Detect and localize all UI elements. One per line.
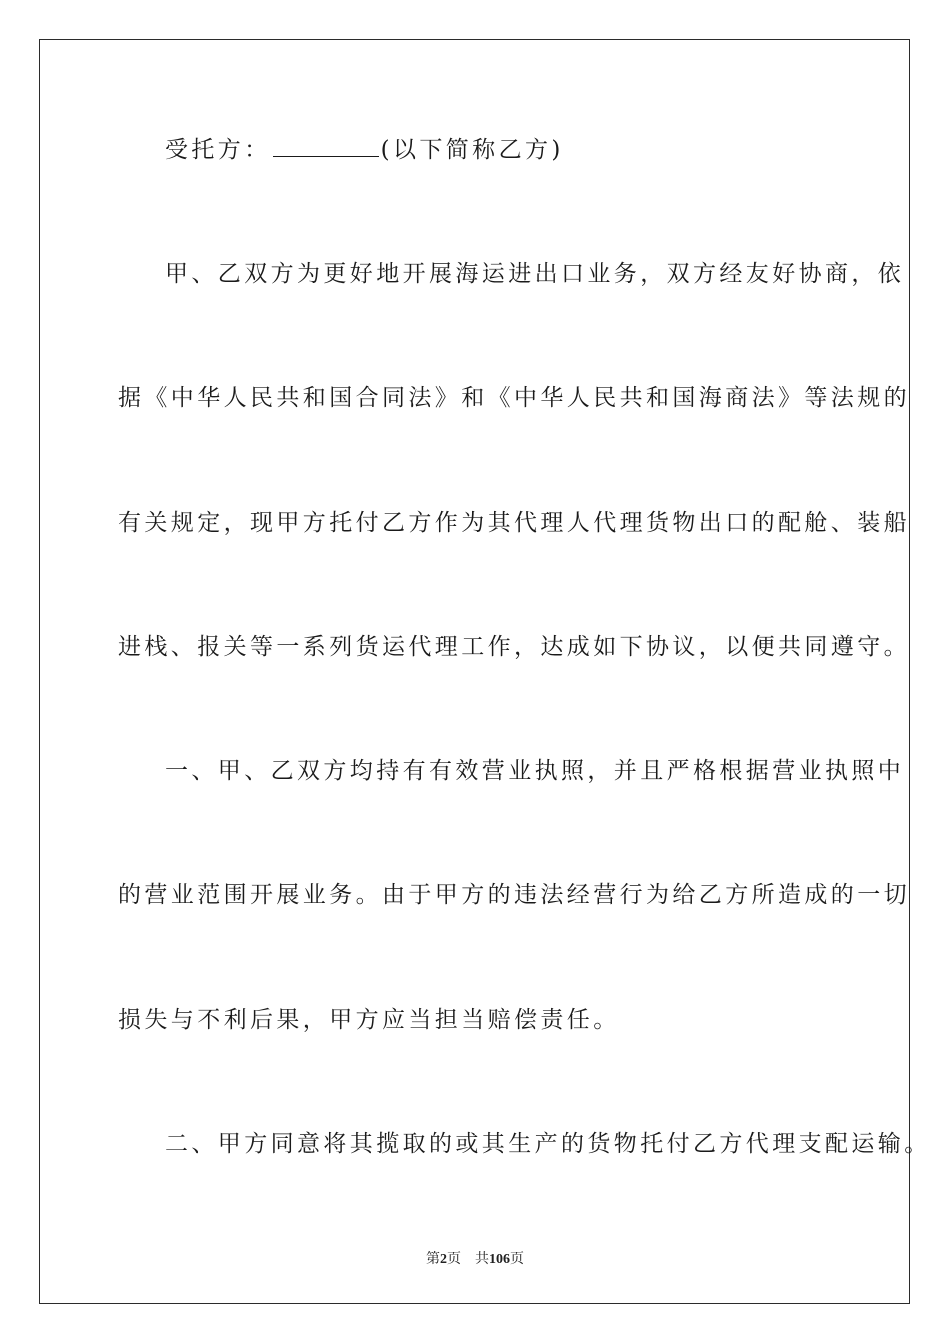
entrustee-line bbox=[165, 135, 564, 165]
paragraph-line: 有关规定，现甲方托付乙方作为其代理人代理货物出口的配舱、装船 bbox=[118, 510, 910, 536]
entrustee-label: 受托方： bbox=[165, 137, 271, 163]
paragraph-line: 一、甲、乙双方均持有有效营业执照，并且严格根据营业执照中 bbox=[165, 758, 905, 784]
paragraph-line: 进栈、报关等一系列货运代理工作，达成如下协议，以便共同遵守。 bbox=[118, 634, 910, 660]
total-prefix: 共 bbox=[475, 1252, 489, 1267]
entrustee-blank bbox=[273, 136, 379, 157]
page-prefix: 第 bbox=[426, 1252, 440, 1267]
paragraph-line: 损失与不利后果，甲方应当担当赔偿责任。 bbox=[118, 1007, 620, 1033]
paragraph-line: 据《中华人民共和国合同法》和《中华人民共和国海商法》等法规的 bbox=[118, 385, 910, 411]
entrustee-suffix: (以下简称乙方) bbox=[380, 137, 564, 163]
page-suffix: 页 bbox=[447, 1252, 461, 1267]
paragraph-line: 的营业范围开展业务。由于甲方的违法经营行为给乙方所造成的一切 bbox=[118, 882, 910, 908]
paragraph-line: 二、甲方同意将其揽取的或其生产的货物托付乙方代理支配运输。 bbox=[165, 1131, 931, 1157]
page-border bbox=[39, 39, 910, 1304]
page-number: 2 bbox=[440, 1252, 447, 1267]
total-pages: 106 bbox=[489, 1252, 510, 1267]
page-footer bbox=[0, 1248, 950, 1268]
paragraph-line: 甲、乙双方为更好地开展海运进出口业务，双方经友好协商，依 bbox=[165, 261, 905, 287]
total-suffix: 页 bbox=[510, 1252, 524, 1267]
